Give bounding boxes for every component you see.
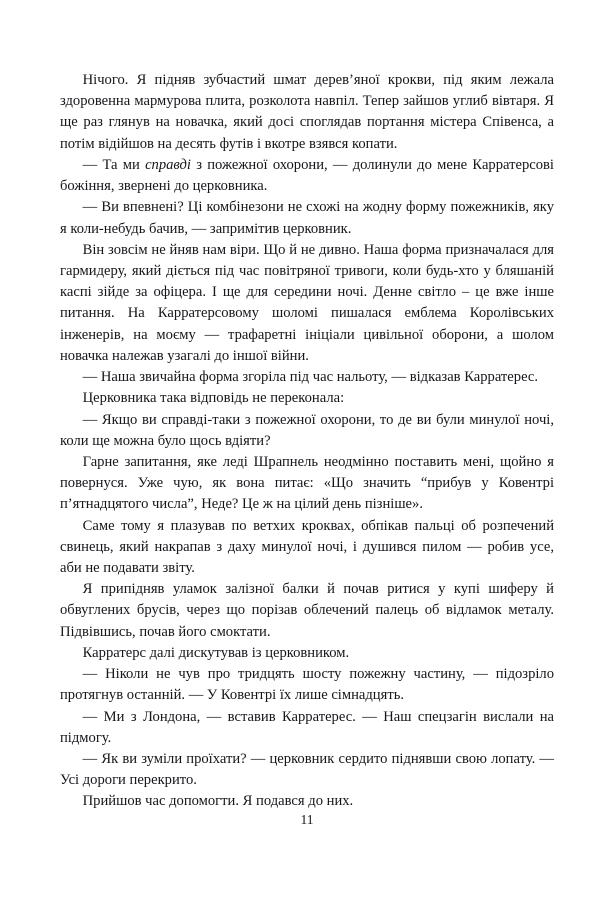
paragraph: — Та ми справді з пожежної охорони, — долинули до мене Карратерсові божіння, звернені до церковника. [60,156,554,195]
paragraph: — Як ви зуміли проїхати? — церковник сердито піднявши свою лопату. — Усі дороги перекрито. [60,751,554,789]
paragraph: — Якщо ви справді-таки з пожежної охорони, то де ви були минулої ночі, коли ще можна було щось вдіяти? [60,411,554,449]
paragraph: Карратерс далі дискутував із церковником. [82,644,350,661]
paragraph: Гарне запитання, яке леді Шрапнель неодмінно поставить мені, щойно я повернуся. Уже чую, як вона питає: «Що значить “прибув у Ковентрі п’ятнадцятого числа”, Неде? Це ж на цілий день пізніше». [60,453,554,513]
paragraph: Прийшов час допомогти. Я подався до них. [82,793,354,810]
paragraph: — Ми з Лондона, — вставив Карратерес. — Наш спецзагін вислали на підмогу. [60,708,554,746]
paragraph: Нічого. Я підняв зубчастий шмат дерев’яної крокви, під яким лежала здоровенна мармурова плита, розколота навпіл. Тепер зайшов углиб вівтаря. Я ще раз глянув на новачка, який досі споглядав портання містера Співенса, а потім відійшов на десять футів і вкотре взявся копати. [60,72,554,152]
paragraph: Він зовсім не йняв нам віри. Що й не дивно. Наша форма призначалася для гармидеру, який діється під час повітряної тривоги, коли будь-хто у бляшаній каспі зійде за офіцера. І ще для середини ночі. Денне світло – це вже інше питання. На Карратерсовому шоломі пишалася емблема Королівських інженерів, на моєму — трафаретні ініціали цивільної оборони, а шолом новачка належав узагалі до іншої війни. [60,241,554,364]
paragraph: — Ви впевнені? Ці комбінезони не схожі на жодну форму пожежників, яку я коли-небудь бачив, — запримітив церковник. [60,199,554,237]
body-text [60,70,554,813]
paragraph: Саме тому я плазував по ветхих кроквах, обпікав пальці об розпечений свинець, який накрапав з даху минулої ночі, і душився пилом — робив усе, аби не подавати звіту. [60,517,554,577]
emphasis-text: справді [145,156,191,173]
paragraph: Церковника така відповідь не переконала: [82,390,345,407]
paragraph: — Наша звичайна форма згоріла під час нальоту, — відказав Карратерес. [82,369,539,386]
page-number: 11 [300,812,314,827]
paragraph: Я припідняв уламок залізної балки й почав ритися у купі шиферу й обвуглених брусів, через що порізав облечений палець об відламок металу. Підвівшись, почав його смоктати. [60,581,554,640]
paragraph: — Ніколи не чув про тридцять шосту пожежну частину, — підозріло протягнув останній. — У Ковентрі їх лише сімнадцять. [60,666,554,704]
